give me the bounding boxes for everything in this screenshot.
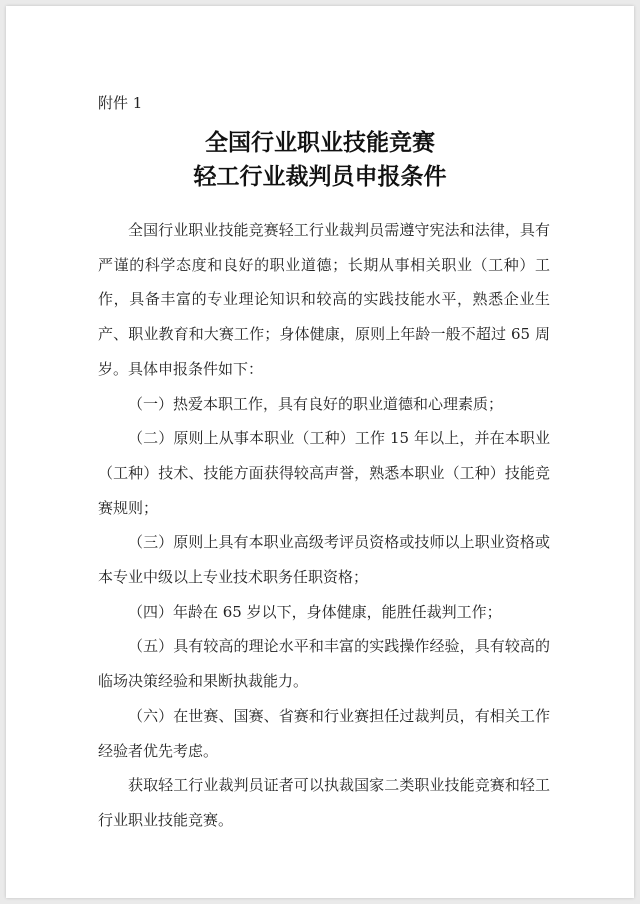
paragraph-condition-3: （三）原则上具有本职业高级考评员资格或技师以上职业资格或本专业中级以上专业技术职务任职资格； xyxy=(98,533,550,587)
paragraph-condition-2: （二）原则上从事本职业（工种）工作 15 年以上，并在本职业（工种）技术、技能方面获得较高声誉，熟悉本职业（工种）技能竞赛规则； xyxy=(98,429,550,517)
attachment-label: 附件 1 xyxy=(98,94,143,112)
document-title-line1: 全国行业职业技能竞赛 xyxy=(205,130,435,156)
document-body xyxy=(98,213,550,838)
document-title-line2: 轻工行业裁判员申报条件 xyxy=(193,164,447,190)
paragraph-condition-1: （一）热爱本职工作，具有良好的职业道德和心理素质； xyxy=(128,394,504,413)
paragraph-condition-6: （六）在世赛、国赛、省赛和行业赛担任过裁判员，有相关工作经验者优先考虑。 xyxy=(98,706,550,760)
paragraph-condition-5: （五）具有较高的理论水平和丰富的实践操作经验，具有较高的临场决策经验和果断执裁能力。 xyxy=(98,637,550,691)
paragraph-closing: 获取轻工行业裁判员证者可以执裁国家二类职业技能竞赛和轻工行业职业技能竞赛。 xyxy=(98,776,550,829)
document-page xyxy=(6,6,634,898)
paragraph-condition-4: （四）年龄在 65 岁以下，身体健康，能胜任裁判工作； xyxy=(128,602,502,621)
paragraph-intro: 全国行业职业技能竞赛轻工行业裁判员需遵守宪法和法律，具有严谨的科学态度和良好的职业道德；长期从事相关职业（工种）工作，具备丰富的专业理论知识和较高的实践技能水平，熟悉企业生产、职业教育和大赛工作；身体健康，原则上年龄一般不超过 65 周岁。具体申报条件如下： xyxy=(98,221,550,378)
